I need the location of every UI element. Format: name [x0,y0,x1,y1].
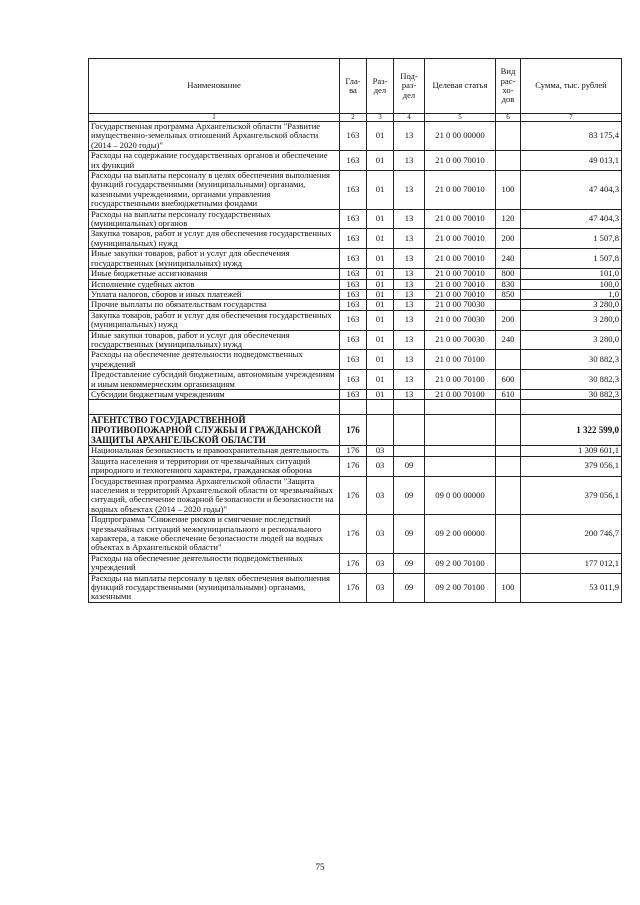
row-name: Расходы на выплаты персоналу в целях обеспечения выполнения функций государственными (муниципальными) органами, казенными учреждениями, органами управления государственными внебюджетными фондами [89,171,340,210]
row-name: Государственная программа Архангельской области "Развитие имущественно-земельных отношений Архангельской области (2014 – 2020 годы)" [89,122,340,151]
row-sum: 3 280,0 [521,310,622,330]
row-sum: 1 507,8 [521,249,622,269]
row-name: Субсидии бюджетным учреждениям [89,389,340,399]
row-sum: 379 056,1 [521,476,622,515]
row-sum: 177 012,1 [521,553,622,573]
row-expense-type: 200 [496,310,521,330]
row-glava: 163 [340,389,367,399]
row-glava: 176 [340,553,367,573]
row-razdel: 01 [367,370,394,390]
agency-section [89,400,622,446]
row-sum: 100,0 [521,279,622,289]
table-row [89,446,622,456]
row-name: Закупка товаров, работ и услуг для обеспечения государственных (муниципальных) нужд [89,310,340,330]
column-number: 3 [367,114,394,122]
row-glava: 163 [340,269,367,279]
row-razdel: 03 [367,553,394,573]
row-sum: 1 507,8 [521,229,622,249]
row-podrazdel: 13 [394,350,425,370]
row-podrazdel: 13 [394,279,425,289]
row-podrazdel [394,446,425,456]
row-podrazdel: 13 [394,151,425,171]
row-expense-type [496,446,521,456]
column-number: 7 [521,114,622,122]
row-target-article: 21 0 00 70030 [425,310,496,330]
row-expense-type [496,122,521,151]
row-name: Исполнение судебных актов [89,279,340,289]
table-row [89,350,622,370]
row-razdel: 01 [367,122,394,151]
row-sum: 83 175,4 [521,122,622,151]
row-sum: 49 013,1 [521,151,622,171]
column-number: 2 [340,114,367,122]
row-target-article: 21 0 00 70100 [425,370,496,390]
header-target-article: Целевая статья [425,59,496,114]
row-name: Прочие выплаты по обязательствам государства [89,300,340,310]
row-razdel: 01 [367,229,394,249]
row-podrazdel: 13 [394,370,425,390]
row-expense-type: 200 [496,229,521,249]
row-glava: 163 [340,171,367,210]
table-row [89,269,622,279]
row-glava: 176 [340,456,367,476]
agency-row [89,415,622,446]
table-row [89,279,622,289]
row-expense-type [496,456,521,476]
row-podrazdel: 13 [394,209,425,229]
row-razdel: 03 [367,573,394,602]
column-number: 1 [89,114,340,122]
row-target-article: 21 0 00 70030 [425,330,496,350]
row-target-article [425,446,496,456]
row-name: Подпрограмма "Снижение рисков и смягчение последствий чрезвычайных ситуаций межмуниципального и регионального характера, а также обеспечение безопасности людей на водных объектах в Архангельской области" [89,515,340,554]
row-target-article: 21 0 00 70100 [425,350,496,370]
row-name: Расходы на обеспечение деятельности подведомственных учреждений [89,553,340,573]
header-podrazdel: Под-раз-дел [394,59,425,114]
row-razdel: 01 [367,389,394,399]
table-row [89,209,622,229]
row-target-article: 09 2 00 70100 [425,573,496,602]
row-expense-type [496,350,521,370]
table-row [89,249,622,269]
table-row [89,553,622,573]
row-glava: 163 [340,350,367,370]
spacer-row [89,400,622,415]
row-expense-type: 800 [496,269,521,279]
row-podrazdel: 09 [394,515,425,554]
row-sum: 379 056,1 [521,456,622,476]
row-expense-type: 600 [496,370,521,390]
row-expense-type: 120 [496,209,521,229]
row-sum: 53 011,9 [521,573,622,602]
row-podrazdel: 09 [394,573,425,602]
row-razdel: 01 [367,269,394,279]
row-expense-type: 100 [496,573,521,602]
row-podrazdel: 13 [394,269,425,279]
row-name: Иные закупки товаров, работ и услуг для обеспечения государственных (муниципальных) нужд [89,249,340,269]
table-row [89,229,622,249]
agency-glava: 176 [340,415,367,446]
header-name: Наименование [89,59,340,114]
row-razdel: 01 [367,330,394,350]
row-expense-type: 100 [496,171,521,210]
row-razdel: 01 [367,310,394,330]
row-sum: 3 280,0 [521,330,622,350]
row-name: Иные закупки товаров, работ и услуг для обеспечения государственных (муниципальных) нужд [89,330,340,350]
table-row [89,151,622,171]
row-name: Расходы на выплаты персоналу в целях обеспечения выполнения функций государственными (муниципальными) органами, казенными [89,573,340,602]
row-name: Расходы на обеспечение деятельности подведомственных учреждений [89,350,340,370]
row-sum: 47 404,3 [521,171,622,210]
row-target-article: 21 0 00 70010 [425,249,496,269]
row-razdel: 01 [367,289,394,299]
row-podrazdel: 13 [394,330,425,350]
row-razdel: 03 [367,456,394,476]
row-target-article: 21 0 00 70030 [425,300,496,310]
row-podrazdel: 13 [394,310,425,330]
row-glava: 163 [340,151,367,171]
row-target-article: 21 0 00 70010 [425,209,496,229]
table-body [89,122,622,400]
header-sum: Сумма, тыс. рублей [521,59,622,114]
table-row [89,515,622,554]
row-razdel: 01 [367,151,394,171]
row-name: Уплата налогов, сборов и иных платежей [89,289,340,299]
row-razdel: 03 [367,515,394,554]
column-number: 4 [394,114,425,122]
row-expense-type: 240 [496,330,521,350]
row-expense-type: 610 [496,389,521,399]
table-row [89,389,622,399]
row-expense-type: 830 [496,279,521,289]
budget-table [88,58,622,603]
column-number: 6 [496,114,521,122]
row-expense-type [496,151,521,171]
row-target-article: 21 0 00 70010 [425,229,496,249]
row-razdel: 01 [367,300,394,310]
table-row [89,289,622,299]
row-sum: 47 404,3 [521,209,622,229]
header-expense-type: Вид рас-хо-дов [496,59,521,114]
row-sum: 30 882,3 [521,389,622,399]
row-sum: 30 882,3 [521,370,622,390]
row-podrazdel: 13 [394,171,425,210]
row-name: Государственная программа Архангельской области "Защита населения и территорий Архангельской области от чрезвычайных ситуаций, обеспечение пожарной безопасности и безопасности на водных объектах (2014 – 2020 годы)" [89,476,340,515]
table-body-2 [89,446,622,603]
table-row [89,300,622,310]
table-row [89,122,622,151]
header-razdel: Раз-дел [367,59,394,114]
row-glava: 163 [340,229,367,249]
row-glava: 176 [340,515,367,554]
row-glava: 176 [340,446,367,456]
page-number: 75 [315,862,325,872]
row-razdel: 03 [367,446,394,456]
row-razdel: 01 [367,350,394,370]
row-podrazdel: 09 [394,456,425,476]
column-number: 5 [425,114,496,122]
row-target-article: 21 0 00 70010 [425,279,496,289]
header-glava: Гла-ва [340,59,367,114]
row-glava: 163 [340,300,367,310]
row-target-article: 21 0 00 70010 [425,171,496,210]
row-target-article: 09 2 00 70100 [425,553,496,573]
table-row [89,476,622,515]
table-row [89,330,622,350]
row-sum: 1 309 601,1 [521,446,622,456]
row-podrazdel: 13 [394,289,425,299]
row-sum: 101,0 [521,269,622,279]
agency-name: АГЕНТСТВО ГОСУДАРСТВЕННОЙ ПРОТИВОПОЖАРНОЙ СЛУЖБЫ И ГРАЖДАНСКОЙ ЗАЩИТЫ АРХАНГЕЛЬСКОЙ ОБЛАСТИ [89,415,340,446]
row-target-article [425,456,496,476]
row-podrazdel: 09 [394,476,425,515]
row-sum: 200 746,7 [521,515,622,554]
row-razdel: 01 [367,279,394,289]
table-row [89,310,622,330]
row-expense-type [496,300,521,310]
row-target-article: 09 2 00 00000 [425,515,496,554]
row-target-article: 21 0 00 00000 [425,122,496,151]
row-target-article: 21 0 00 70010 [425,289,496,299]
row-name: Предоставление субсидий бюджетным, автономным учреждениям и иным некоммерческим организациям [89,370,340,390]
row-name: Расходы на содержание государственных органов и обеспечение их функций [89,151,340,171]
row-name: Закупка товаров, работ и услуг для обеспечения государственных (муниципальных) нужд [89,229,340,249]
row-glava: 176 [340,476,367,515]
row-target-article: 09 0 00 00000 [425,476,496,515]
row-podrazdel: 09 [394,553,425,573]
row-expense-type: 850 [496,289,521,299]
table-row [89,573,622,602]
row-podrazdel: 13 [394,300,425,310]
row-razdel: 01 [367,249,394,269]
row-podrazdel: 13 [394,229,425,249]
row-name: Расходы на выплаты персоналу государственных (муниципальных) органов [89,209,340,229]
table-row [89,456,622,476]
row-glava: 163 [340,289,367,299]
row-podrazdel: 13 [394,122,425,151]
row-glava: 163 [340,209,367,229]
row-target-article: 21 0 00 70100 [425,389,496,399]
row-razdel: 03 [367,476,394,515]
row-glava: 176 [340,573,367,602]
row-glava: 163 [340,249,367,269]
row-sum: 3 280,0 [521,300,622,310]
row-glava: 163 [340,122,367,151]
row-glava: 163 [340,310,367,330]
row-name: Национальная безопасность и правоохранительная деятельность [89,446,340,456]
row-razdel: 01 [367,171,394,210]
row-sum: 1,0 [521,289,622,299]
row-glava: 163 [340,330,367,350]
header-row [89,59,622,114]
row-target-article: 21 0 00 70010 [425,269,496,279]
row-name: Иные бюджетные ассигнования [89,269,340,279]
table-row [89,370,622,390]
row-expense-type [496,476,521,515]
row-razdel: 01 [367,209,394,229]
row-glava: 163 [340,279,367,289]
row-expense-type [496,515,521,554]
row-expense-type: 240 [496,249,521,269]
row-target-article: 21 0 00 70010 [425,151,496,171]
row-podrazdel: 13 [394,249,425,269]
row-podrazdel: 13 [394,389,425,399]
row-sum: 30 882,3 [521,350,622,370]
row-glava: 163 [340,370,367,390]
row-name: Защита населения и территории от чрезвычайных ситуаций природного и техногенного характера, гражданская оборона [89,456,340,476]
row-expense-type [496,553,521,573]
table-row [89,171,622,210]
agency-sum: 1 322 599,0 [521,415,622,446]
